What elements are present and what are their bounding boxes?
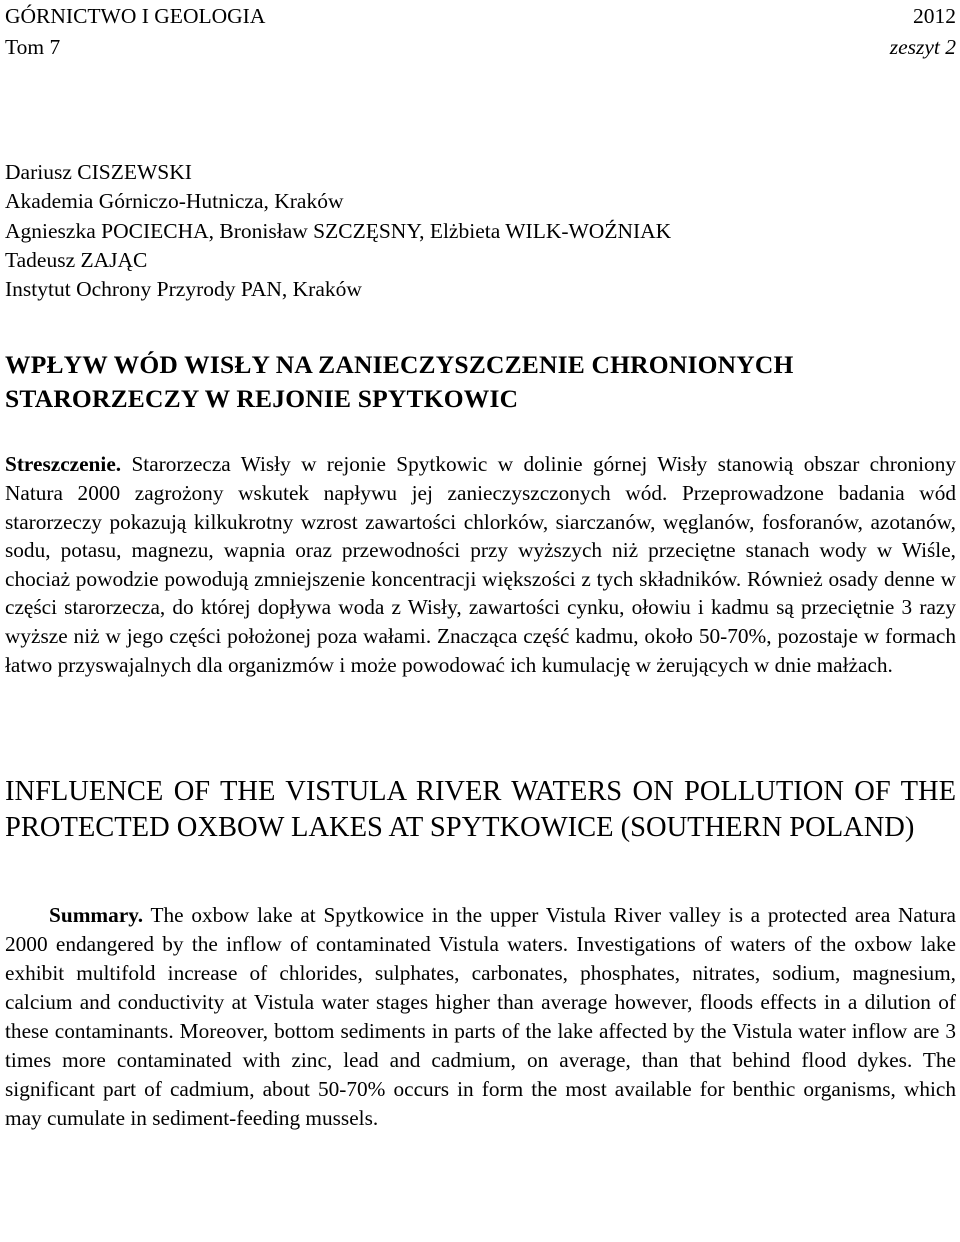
paper-title-polish: WPŁYW WÓD WISŁY NA ZANIECZYSZCZENIE CHRONIONYCH STARORZECZY W REJONIE SPYTKOWIC [5, 350, 794, 414]
author-line: Tadeusz ZAJĄC [5, 247, 148, 272]
summary-label: Summary. [49, 903, 144, 928]
paper-title-english: INFLUENCE OF THE VISTULA RIVER WATERS ON POLLUTION OF THE PROTECTED OXBOW LAKES AT SPYTKOWICE (SOUTHERN POLAND) [5, 776, 956, 843]
journal-issue: zeszyt 2 [889, 35, 956, 59]
paper-page [5, 0, 956, 1132]
author-line: Dariusz CISZEWSKI [5, 160, 192, 184]
affiliation-line: Akademia Górniczo-Hutnicza, Kraków [5, 189, 344, 214]
author-line: Agnieszka POCIECHA, Bronisław SZCZĘSNY, Elżbieta WILK-WOŹNIAK [5, 218, 672, 243]
affiliation-line: Instytut Ochrony Przyrody PAN, Kraków [5, 277, 362, 302]
journal-subheader [5, 32, 956, 63]
summary-text: The oxbow lake at Spytkowice in the upper Vistula River valley is a protected area Natura 2000 endangered by the inflow of contaminated Vistula waters. Investigations of waters of the oxbow lake exhibit multifold increase of chlorides, sulphates, carbonates, phosphates, nitrates, sodium, magnesium, calcium and conductivity at Vistula water stages higher than average however, floods effects in a dilution of these contaminants. Moreover, bottom sediments in parts of the lake affected by the Vistula water inflow are 3 times more contaminated with zinc, lead and cadmium, on average, than that behind flood dykes. The significant part of cadmium, about 50-70% occurs in form the most available for benthic organisms, which may cumulate in sediment-feeding mussels. [5, 903, 956, 1130]
abstract-text: Starorzecza Wisły w rejonie Spytkowic w dolinie górnej Wisły stanowią obszar chroniony Natura 2000 zagrożony wskutek napływu jej zanieczyszczonych wód. Przeprowadzone badania wód starorzeczy pokazują kilkukrotny wzrost zawartości chlorków, siarczanów, węglanów, fosforanów, azotanów, sodu, potasu, magnezu, wapnia oraz przewodności przy wyższych niż przeciętne stanach wody w Wiśle, chociaż powodzie powodują zmniejszenie koncentracji większości z tych składników. Również osady denne w części starorzecza, do której dopływa woda z Wisły, zawartości cynku, ołowiu i kadmu są przeciętnie 3 razy wyższe niż w jego części położonej poza wałami. Znacząca część kadmu, około 50-70%, pozostaje w formach łatwo przyswajalnych dla organizmów i może powodować ich kumulację w żerujących w dnie małżach. [5, 452, 956, 677]
author-block [5, 158, 956, 304]
journal-name: GÓRNICTWO I GEOLOGIA [5, 4, 266, 28]
journal-volume: Tom 7 [5, 35, 61, 59]
journal-year: 2012 [913, 4, 956, 28]
summary-english [5, 901, 956, 1132]
journal-header [5, 1, 956, 32]
abstract-polish [5, 450, 956, 679]
abstract-label: Streszczenie. [5, 452, 122, 477]
